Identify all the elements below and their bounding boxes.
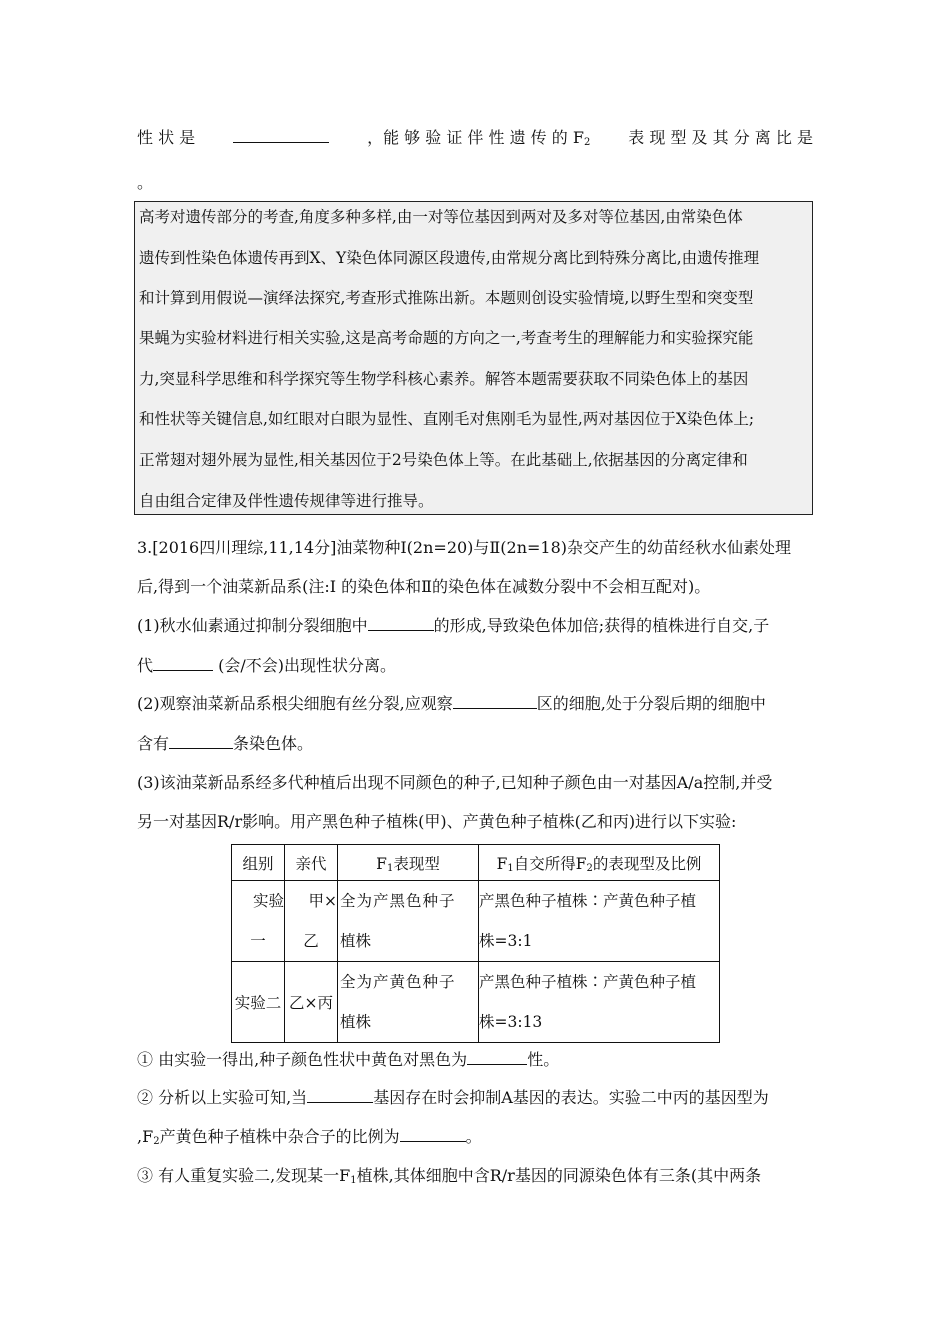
cell-line: 全为产黄色种子 <box>340 973 456 991</box>
table-cell <box>232 881 285 962</box>
table-row <box>232 962 720 1043</box>
item-1 <box>137 1050 559 1070</box>
subquestion-1-cont <box>137 656 396 676</box>
cell-line: 产黑色种子植株∶产黄色种子植 <box>479 973 697 991</box>
question-3-line: 3.[2016四川理综,11,14分]油菜物种Ⅰ(2n=20)与Ⅱ(2n=18)杂交产生的幼苗经秋水仙素处理 <box>137 538 792 557</box>
table-cell: 乙×丙 <box>285 962 338 1043</box>
text-segment: (2)观察油菜新品系根尖细胞有丝分裂,应观察 <box>137 694 453 713</box>
text-segment: 区的细胞,处于分裂后期的细胞中 <box>536 694 766 713</box>
table-cell <box>338 962 479 1043</box>
subquestion-3-cont: 另一对基因R/r影响。用产黑色种子植株(甲)、产黄色种子植株(乙和丙)进行以下实验: <box>137 812 737 831</box>
subscript: 2 <box>586 862 593 874</box>
answer-blank <box>307 1088 373 1103</box>
subscript: 2 <box>153 1136 160 1147</box>
text-segment: 代 <box>137 656 154 675</box>
text-segment: 条染色体。 <box>233 734 314 753</box>
table-row <box>232 881 720 962</box>
answer-blank <box>368 616 434 631</box>
answer-blank <box>233 128 329 143</box>
cell-line: 全为产黑色种子 <box>340 892 456 910</box>
analysis-line: 正常翅对翅外展为显性,相关基因位于2号染色体上等。在此基础上,依据基因的分离定律和 <box>139 451 748 469</box>
cell-line: 甲× <box>308 892 337 910</box>
cell-line: 株=3:13 <box>479 1013 543 1031</box>
header-cell: 亲代 <box>285 845 338 881</box>
analysis-line: 果蝇为实验材料进行相关实验,这是高考命题的方向之一,考查考生的理解能力和实验探究能 <box>139 329 754 347</box>
analysis-line: 力,突显科学思维和科学探究等生物学科核心素养。解答本题需要获取不同染色体上的基因 <box>139 370 749 388</box>
subquestion-1 <box>137 616 769 636</box>
text-part: ，能 够 验 证 伴 性 遗 传 的 F <box>367 128 584 147</box>
item-2-cont <box>137 1127 482 1152</box>
subquestion-2-cont <box>137 734 313 754</box>
subscript: 2 <box>583 137 591 148</box>
table-cell <box>479 962 720 1043</box>
header-cell: $F_1$表现型 <box>338 845 479 881</box>
analysis-line: 高考对遗传部分的考查,角度多种多样,由一对等位基因到两对及多对等位基因,由常染色体 <box>139 208 743 226</box>
analysis-line: 遗传到性染色体遗传再到X、Y染色体同源区段遗传,由常规分离比到特殊分离比,由遗传推理 <box>139 249 760 267</box>
question-3-line: 后,得到一个油菜新品系(注:Ⅰ 的染色体和Ⅱ的染色体在减数分裂中不会相互配对)。 <box>137 577 711 596</box>
question-continuation-line <box>137 128 813 153</box>
table-header-row <box>232 845 720 881</box>
text-segment: ③ 有人重复实验二,发现某一F <box>137 1166 351 1185</box>
answer-blank <box>453 694 537 709</box>
answer-blank <box>153 656 213 671</box>
header-cell: 组别 <box>232 845 285 881</box>
analysis-line: 和性状等关键信息,如红眼对白眼为显性、直刚毛对焦刚毛为显性,两对基因位于X染色体上; <box>139 410 755 428</box>
question-end-line: 。 <box>137 173 154 192</box>
text-segment: 。 <box>465 1127 482 1146</box>
cell-line: 植株 <box>340 932 372 950</box>
text-segment: 的形成,导致染色体加倍;获得的植株进行自交,子 <box>433 616 770 635</box>
answer-blank <box>400 1127 466 1142</box>
text-segment: ② 分析以上实验可知,当 <box>137 1088 308 1107</box>
text-segment: 植株,其体细胞中含R/r基因的同源染色体有三条(其中两条 <box>356 1166 762 1185</box>
subquestion-3: (3)该油菜新品系经多代种植后出现不同颜色的种子,已知种子颜色由一对基因A/a控制,并受 <box>137 773 773 792</box>
table-cell <box>338 881 479 962</box>
text-segment: 含有 <box>137 734 170 753</box>
table-cell <box>479 881 720 962</box>
analysis-box <box>134 201 813 515</box>
answer-blank <box>467 1050 527 1065</box>
experiment-table <box>231 844 720 1043</box>
item-2 <box>137 1088 769 1108</box>
cell-line: 产黑色种子植株∶产黄色种子植 <box>479 892 697 910</box>
text-segment: 性。 <box>527 1050 560 1069</box>
cell-line: 植株 <box>340 1013 372 1031</box>
subquestion-2 <box>137 694 766 714</box>
text-segment: 产黄色种子植株中杂合子的比例为 <box>159 1127 400 1146</box>
text-segment: ,F <box>137 1127 154 1146</box>
answer-blank <box>169 734 233 749</box>
cell-line: 乙 <box>303 932 319 950</box>
table-cell <box>285 881 338 962</box>
analysis-line: 和计算到用假说—演绎法探究,考查形式推陈出新。本题则创设实验情境,以野生型和突变型 <box>139 289 754 307</box>
cell-line: 实验 <box>252 892 284 910</box>
text-segment: (会/不会)出现性状分离。 <box>213 656 396 675</box>
subscript: 1 <box>507 862 514 874</box>
text-segment: (1)秋水仙素通过抑制分裂细胞中 <box>137 616 368 635</box>
text-segment: 性 状 是 <box>137 128 196 147</box>
header-cell: $F_1$自交所得$F_2$的表现型及比例 <box>479 845 720 881</box>
subscript: 1 <box>386 862 394 874</box>
cell-line: 一 <box>250 932 266 950</box>
text-segment: 表 现 型 及 其 分 离 比 是 <box>628 128 813 147</box>
cell-line: 株=3:1 <box>479 932 533 950</box>
text-segment: 基因存在时会抑制A基因的表达。实验二中丙的基因型为 <box>373 1088 769 1107</box>
analysis-line: 自由组合定律及伴性遗传规律等进行推导。 <box>139 492 434 510</box>
item-3 <box>137 1166 761 1191</box>
table-cell: 实验二 <box>232 962 285 1043</box>
text-segment: ① 由实验一得出,种子颜色性状中黄色对黑色为 <box>137 1050 468 1069</box>
subscript: 1 <box>350 1175 357 1186</box>
text-segment <box>367 128 590 153</box>
